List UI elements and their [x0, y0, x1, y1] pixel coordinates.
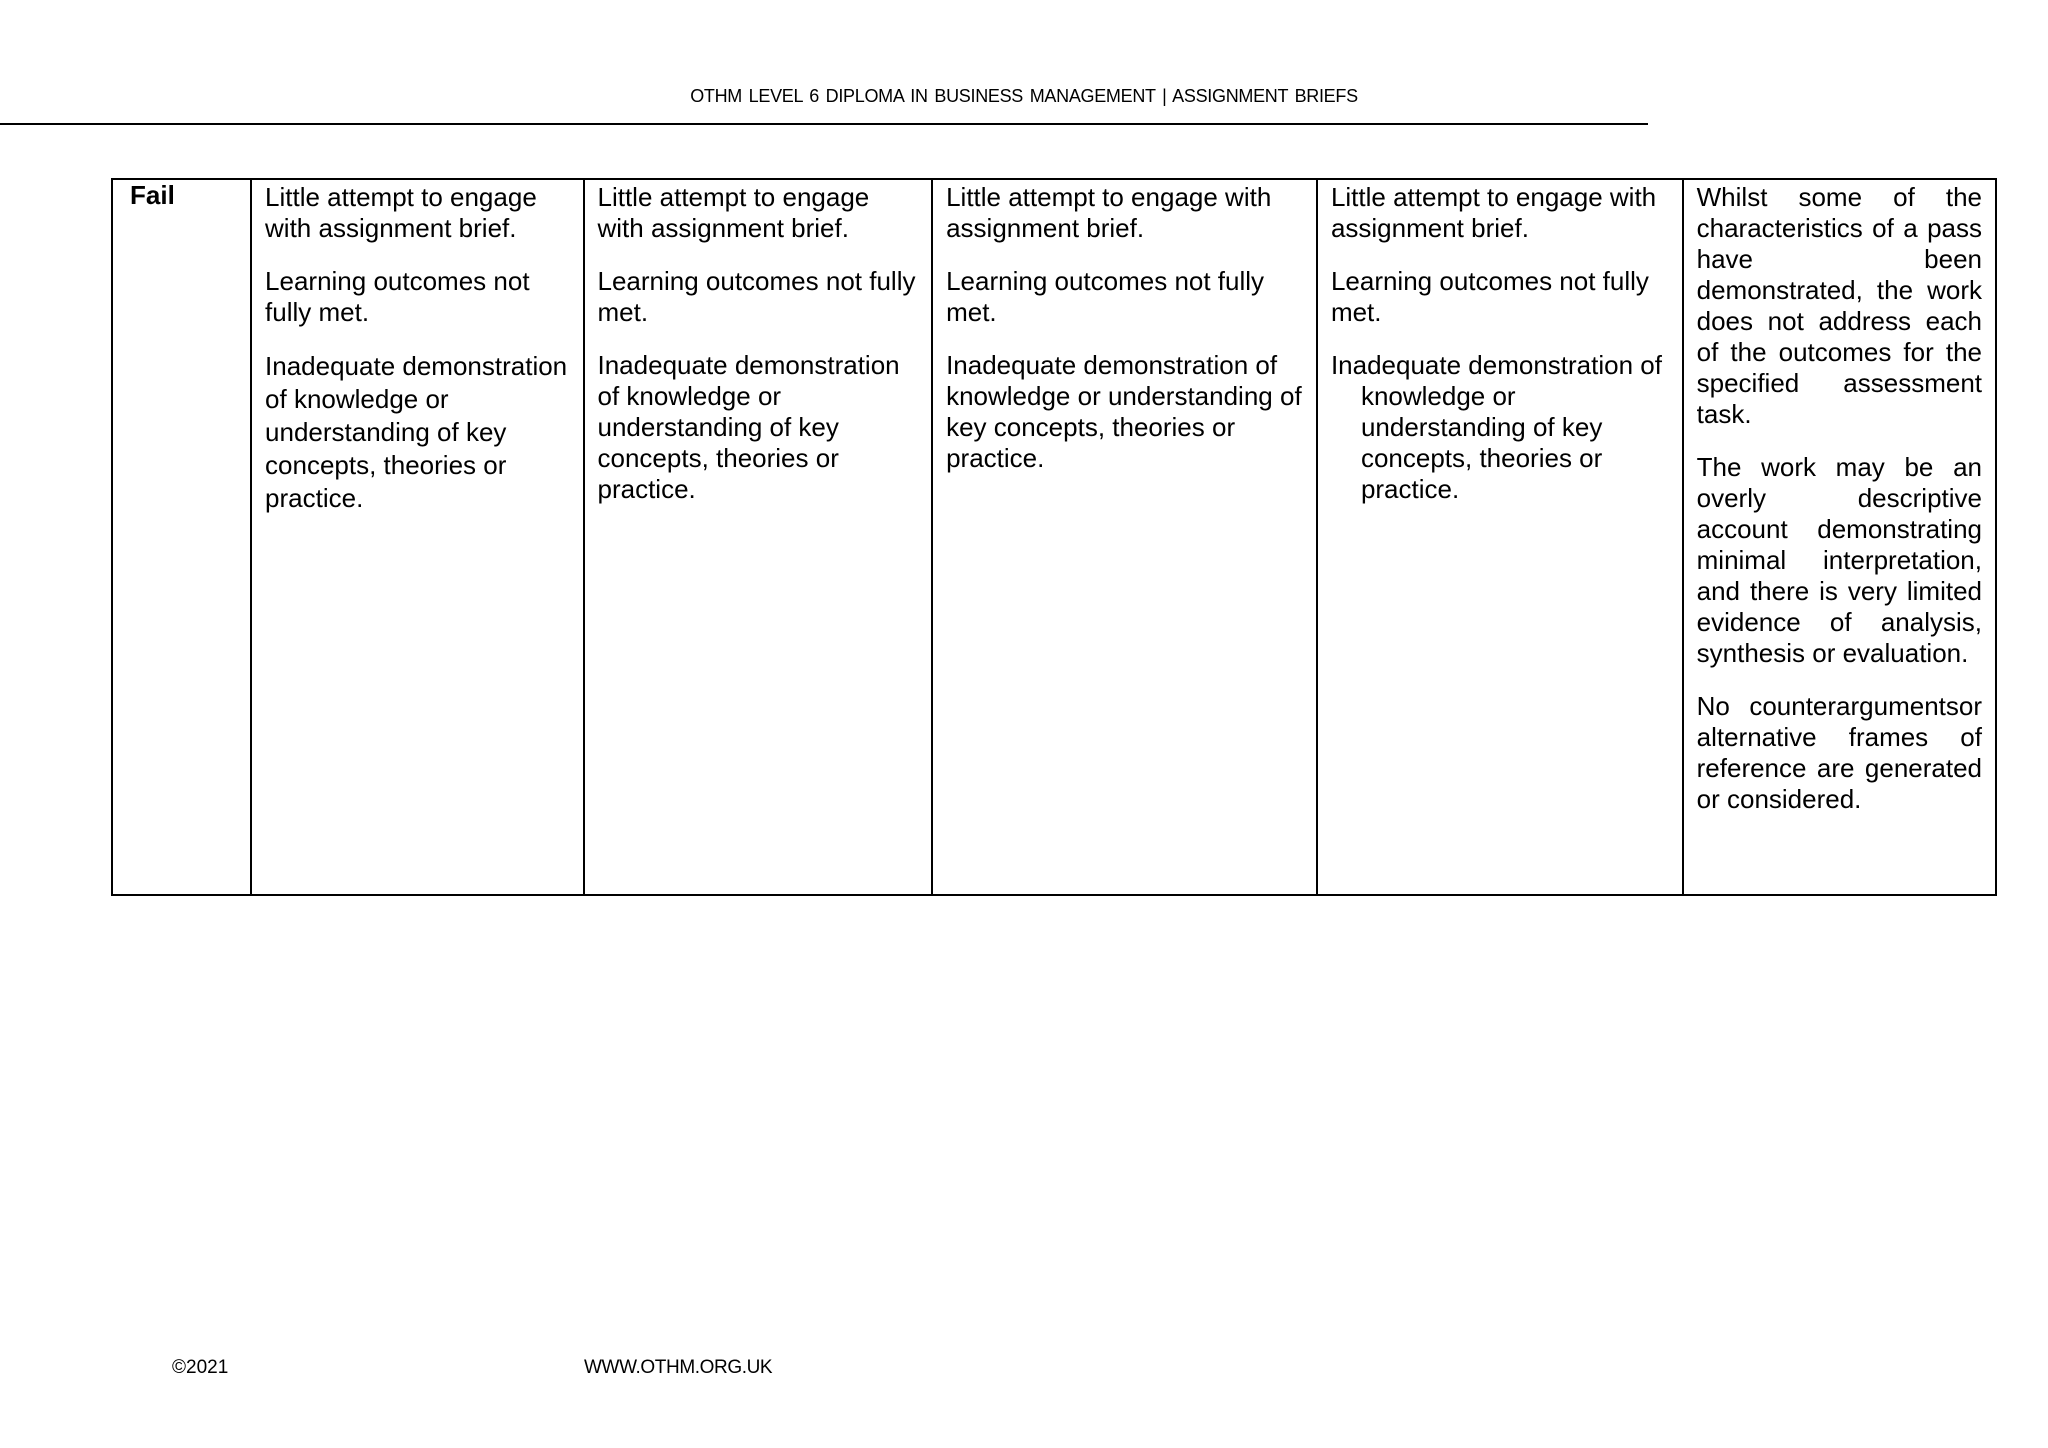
- grade-label: Fail: [112, 179, 251, 895]
- criteria-cell-3: [932, 179, 1317, 895]
- criteria-cell-1: [251, 179, 583, 895]
- footer-website: WWW.OTHM.ORG.UK: [584, 1357, 773, 1378]
- criteria-paragraph: Little attempt to engage with assignment brief.: [946, 182, 1272, 243]
- criteria-paragraph: No counterargumentsor alternative frames of reference are generated or considered.: [1696, 691, 1982, 814]
- rubric-row-fail: [112, 179, 1996, 895]
- footer-copyright: ©2021: [172, 1357, 229, 1378]
- criteria-paragraph: Inadequate demonstration of knowledge or understanding of key concepts, theories or practice.: [1330, 350, 1662, 504]
- criteria-paragraph: Learning outcomes not fully met.: [1330, 266, 1649, 327]
- criteria-paragraph: Little attempt to engage with assignment brief.: [265, 182, 537, 243]
- criteria-cell-4: [1317, 179, 1683, 895]
- assessment-rubric-table: [111, 178, 1997, 896]
- criteria-paragraph: Little attempt to engage with assignment brief.: [597, 182, 870, 243]
- criteria-cell-2: [584, 179, 933, 895]
- criteria-cell-5: [1683, 179, 1996, 895]
- criteria-paragraph: The work may be an overly descriptive account demonstrating minimal interpretation, and there is very limited evidence of analysis, synthesis or evaluation.: [1696, 452, 1982, 668]
- criteria-paragraph: Inadequate demonstration of knowledge or understanding of key concepts, theories or practice.: [597, 350, 900, 504]
- criteria-paragraph: Little attempt to engage with assignment brief.: [1330, 182, 1657, 243]
- criteria-paragraph: Inadequate demonstration of knowledge or understanding of key concepts, theories or practice.: [265, 351, 568, 513]
- criteria-paragraph: Learning outcomes not fully met.: [265, 266, 530, 327]
- criteria-paragraph: Whilst some of the characteristics of a pass have been demonstrated, the work does not address each of the outcomes for the specified assessment task.: [1696, 182, 1982, 429]
- header-divider: [0, 123, 1648, 125]
- page-header: OTHM LEVEL 6 DIPLOMA IN BUSINESS MANAGEMENT | ASSIGNMENT BRIEFS: [690, 86, 1358, 106]
- criteria-paragraph: Learning outcomes not fully met.: [946, 266, 1265, 327]
- criteria-paragraph: Inadequate demonstration of knowledge or understanding of key concepts, theories or practice.: [946, 350, 1302, 473]
- criteria-paragraph: Learning outcomes not fully met.: [597, 266, 916, 327]
